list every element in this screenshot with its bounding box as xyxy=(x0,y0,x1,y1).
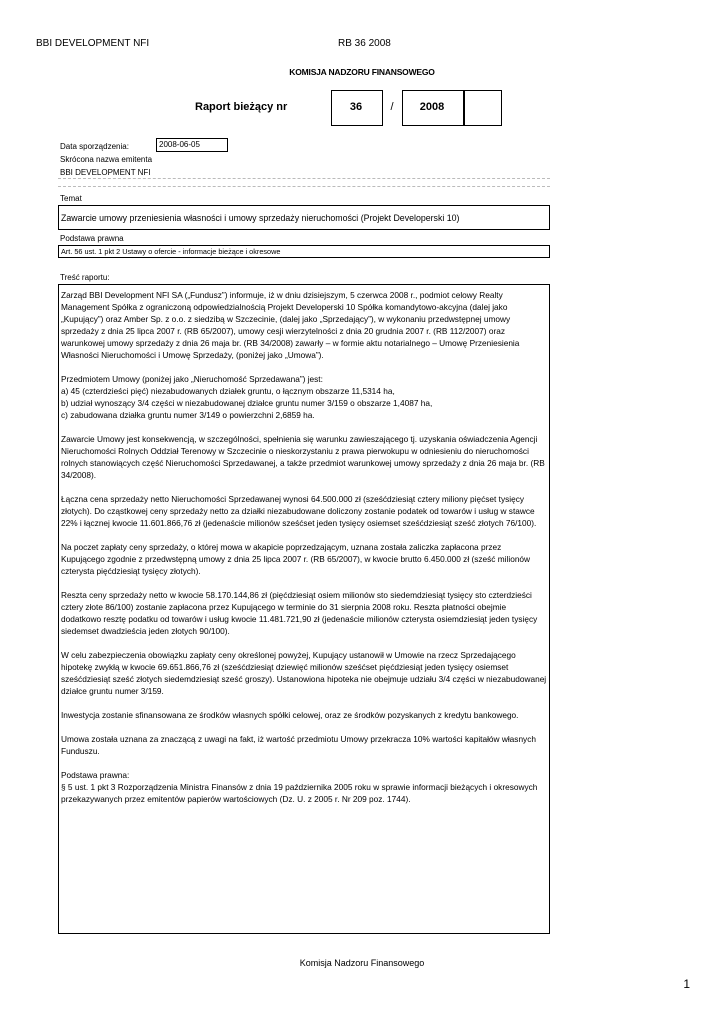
content-paragraph: Zarząd BBI Development NFI SA („Fundusz”) informuje, iż w dniu dzisiejszym, 5 czerwca 2008 r., podmiot celowy Realty Management Spółka z ograniczoną odpowiedzialnością Projekt Developerski 10 Spółka komandytowo-akcyjna (dalej jako „Kupujący”) oraz Amber Sp. z o.o. z siedzibą w Szczecinie, (dalej jako „Sprzedający”), w wykonaniu przedwstępnej umowy sprzedaży z dnia 25 lipca 2007 r. (RB 65/2007), umowy cesji wierzytelności z dnia 20 grudnia 2007 r. (RB 112/2007) oraz warunkowej umowy sprzedaży z dnia 26 maja br. (RB 34/2008) zawarły – w formie aktu notarialnego – Umowę Przeniesienia Własności Nieruchomości i Umowę Sprzedaży, (poniżej jako „Umowa”). xyxy=(61,290,520,360)
page-number: 1 xyxy=(683,977,690,991)
issuer-divider xyxy=(58,178,550,179)
content-box xyxy=(58,284,550,934)
content-paragraph: Reszta ceny sprzedaży netto w kwocie 58.170.144,86 zł (pięćdziesiąt osiem milionów sto siedemdziesiąt tysięcy sto czterdzieści cztery złote 86/100) zostanie zapłacona przez Kupującego w terminie do 31 sierpnia 2008 roku. Reszta płatności obejmie dodatkowo resztę podatku od towarów i usług kwocie 11.481.721,90 zł (jedenaście milionów czterysta osiemdziesiąt jeden tysięcy siedemset dwadzieścia jeden złotych 90/100). xyxy=(61,590,538,636)
issuer-label: Skrócona nazwa emitenta xyxy=(60,155,153,164)
date-label: Data sporządzenia: xyxy=(60,142,129,151)
legal-basis-label: Podstawa prawna xyxy=(60,234,124,243)
report-label: Raport bieżący nr xyxy=(195,101,288,113)
content-paragraph: Inwestycja zostanie sfinansowana ze środków własnych spółki celowej, oraz ze środków pozyskanych z kredytu bankowego. xyxy=(61,710,519,720)
topic-label: Temat xyxy=(60,194,82,203)
content-paragraph: Przedmiotem Umowy (poniżej jako „Nieruchomość Sprzedawana”) jest: a) 45 (czterdzieści pięć) niezabudowanych działek gruntu, o łącznym obszarze 11,5314 ha, b) udział wynoszący 3/4 części w niezabudowanej działce gruntu numer 3/159 o obszarze 1,4087 ha, c) zabudowana działka gruntu numer 3/149 o powierzchni 2,6859 ha. xyxy=(61,374,433,420)
content-label: Treść raportu: xyxy=(60,273,110,282)
header-issuer: BBI DEVELOPMENT NFI xyxy=(36,38,150,49)
legal-basis-value: Art. 56 ust. 1 pkt 2 Ustawy o ofercie - informacje bieżące i okresowe xyxy=(58,245,550,258)
report-year: 2008 xyxy=(419,101,445,113)
footer-text: Komisja Nadzoru Finansowego xyxy=(299,958,425,968)
date-value: 2008-06-05 xyxy=(156,138,228,152)
issuer-value: BBI DEVELOPMENT NFI xyxy=(60,168,151,177)
topic-value: Zawarcie umowy przeniesienia własności i umowy sprzedaży nieruchomości (Projekt Developerski 10) xyxy=(58,205,550,230)
report-separator: / xyxy=(390,101,394,113)
content-paragraph: Umowa została uznana za znaczącą z uwagi na fakt, iż wartość przedmiotu Umowy przekracza 10% wartości kapitałów własnych Funduszu. xyxy=(61,734,536,756)
content-paragraph: Na poczet zapłaty ceny sprzedaży, o której mowa w akapicie poprzedzającym, uznana została zaliczka zapłacona przez Kupującego zgodnie z przedwstępną umowy z dnia 25 lipca 2007 r. (RB 65/2007), w kwocie brutto 6.450.000 zł (sześć milionów czterysta pięćdziesiąt tysięcy złotych). xyxy=(61,542,531,576)
authority-title: KOMISJA NADZORU FINANSOWEGO xyxy=(289,67,435,77)
content-paragraph: W celu zabezpieczenia obowiązku zapłaty ceny określonej powyżej, Kupujący ustanowił w Umowie na rzecz Sprzedającego hipotekę zwykłą w kwocie 69.651.866,76 zł (sześćdziesiąt dziewięć milionów sześćset pięćdziesiąt jeden tysięcy osiemset sześćdziesiąt sześć złotych siedemdziesiąt sześć groszy). Ustanowiona hipoteka nie obejmuje udziału 3/4 części w niezabudowanej działce gruntu numer 3/159. xyxy=(61,650,547,696)
report-number: 36 xyxy=(349,101,363,113)
report-extra-box xyxy=(464,90,502,126)
header-report-id: RB 36 2008 xyxy=(338,38,391,49)
content-paragraph: Zawarcie Umowy jest konsekwencją, w szczególności, spełnienia się warunku zawieszającego tj. uzyskania oświadczenia Agencji Nieruchomości Rolnych Oddział Terenowy w Szczecinie o nieskorzystaniu z prawa pierwokupu w odniesieniu do nieruchomości rolnych stanowiących część Nieruchomości Sprzedawanej, a także przedmiot warunkowej umowy sprzedaży z dnia 26 maja br. (RB 34/2008). xyxy=(61,434,545,480)
content-body xyxy=(59,285,549,805)
content-paragraph: Podstawa prawna: § 5 ust. 1 pkt 3 Rozporządzenia Ministra Finansów z dnia 19 października 2005 roku w sprawie informacji bieżących i okresowych przekazywanych przez emitentów papierów wartościowych (Dz. U. z 2005 r. Nr 209 poz. 1744). xyxy=(61,770,538,804)
content-paragraph: Łączna cena sprzedaży netto Nieruchomości Sprzedawanej wynosi 64.500.000 zł (sześćdziesiąt cztery miliony pięćset tysięcy złotych). Do cząstkowej ceny sprzedaży netto za działki niezabudowane doliczony zostanie podatek od towarów i usług w stawce 22% i łącznej kwocie 11.601.866,76 zł (jedenaście milionów sześćset jeden tysięcy osiemset sześćdziesiąt sześć złotych 76/100). xyxy=(61,494,537,528)
section-divider xyxy=(58,186,550,187)
